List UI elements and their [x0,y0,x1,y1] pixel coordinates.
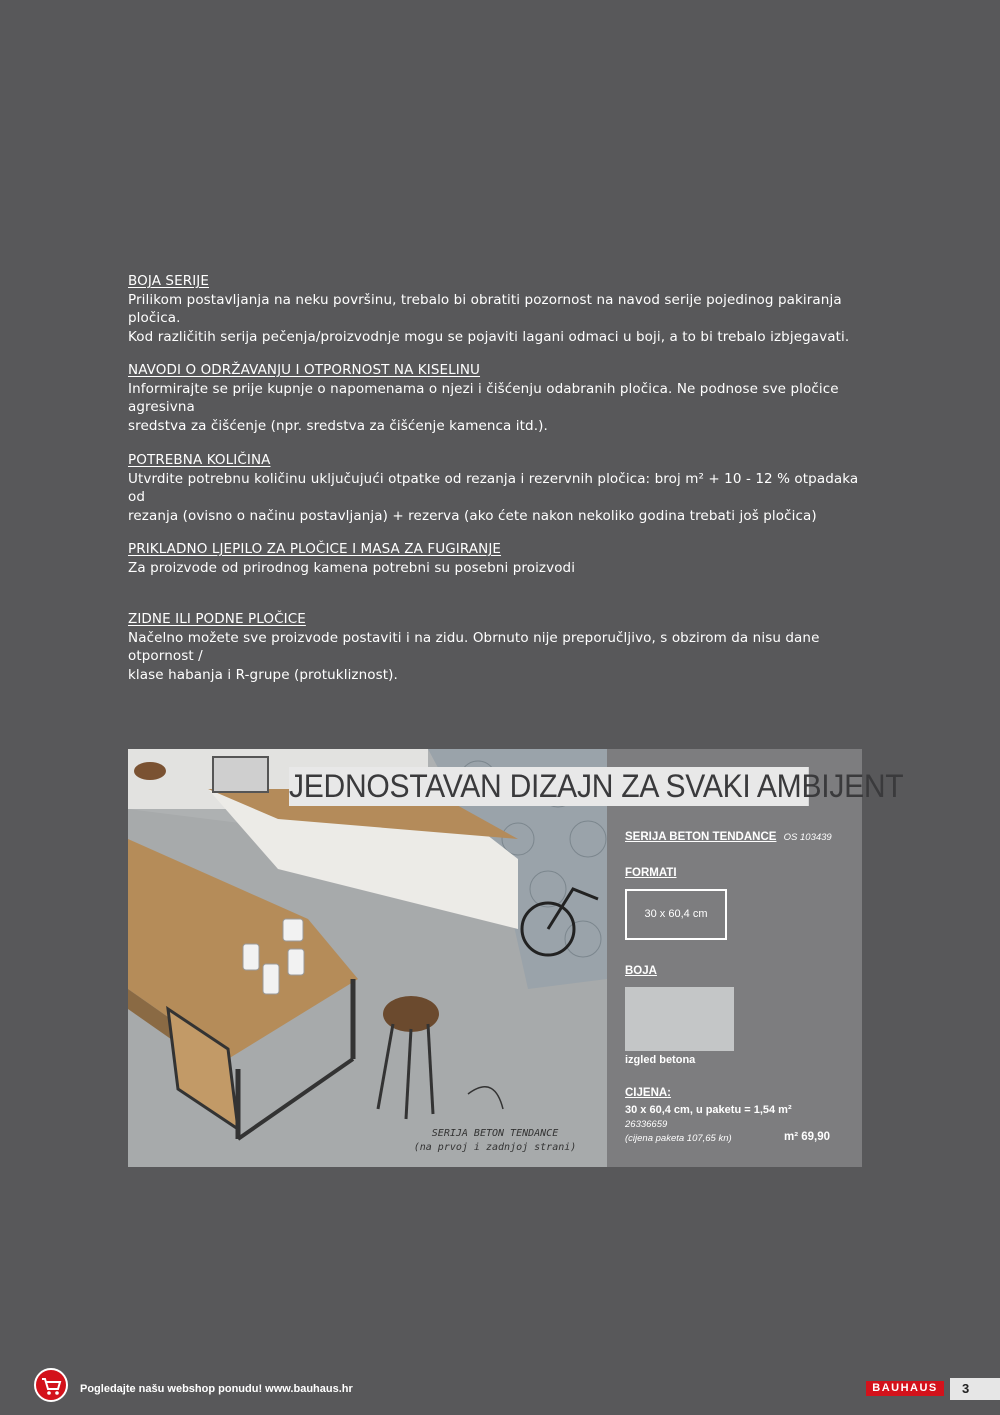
price-value [784,1131,830,1143]
price-unit: m² [784,1131,799,1143]
section-odrzavanje [128,361,868,435]
color-name: izgled betona [625,1054,696,1066]
section-text: rezanja (ovisno o načinu postavljanja) + rezerva (ako ćete nakon nekoliko godina trebati još pločica) [128,507,817,524]
color-swatch [625,987,734,1051]
section-heading: BOJA SERIJE [128,273,209,289]
formati-label: FORMATI [625,867,677,879]
section-zidne-podne [128,610,868,684]
section-heading: PRIKLADNO LJEPILO ZA PLOČICE I MASA ZA FUGIRANJE [128,541,502,557]
section-heading: NAVODI O ODRŽAVANJU I OTPORNOST NA KISELINU [128,362,481,378]
shopping-cart-icon[interactable] [34,1368,68,1402]
series-code: OS 103439 [783,832,832,843]
section-heading: ZIDNE ILI PODNE PLOČICE [128,611,306,627]
boja-label: BOJA [625,965,657,977]
article-number: 26336659 [625,1119,668,1130]
photo-caption-2: (na prvoj i zadnjoj strani) [413,1142,577,1153]
section-boja-serije [128,272,868,346]
product-panel [128,749,904,1167]
format-box: 30 x 60,4 cm [625,889,727,940]
page-number: 3 [950,1378,1000,1400]
cijena-label: CIJENA: [625,1087,672,1099]
section-text: sredstva za čišćenje (npr. sredstva za čišćenje kamenca itd.). [128,417,548,434]
section-text: Načelno možete sve proizvode postaviti i na zidu. Obrnuto nije preporučljivo, s obzirom da nisu dane otpornost / [128,629,820,664]
price-amount: 69,90 [801,1131,831,1143]
section-text: Za proizvode od prirodnog kamena potrebni su posebni proizvodi [128,559,576,576]
package-price: (cijena paketa 107,65 kn) [625,1133,732,1144]
bauhaus-logo: BAUHAUS [866,1381,944,1396]
section-heading: POTREBNA KOLIČINA [128,452,271,468]
price-line: 30 x 60,4 cm, u paketu = 1,54 m² [625,1104,792,1116]
section-text: Utvrdite potrebnu količinu uključujući otpatke od rezanja i rezervnih pločica: broj m² + 10 - 12 % otpadaka od [128,470,859,505]
series-name: SERIJA BETON TENDANCE [625,831,777,843]
section-ljepilo [128,540,868,577]
section-text: Informirajte se prije kupnje o napomenama o njezi i čišćenju odabranih pločica. Ne podnose sve pločice agresivna [128,380,839,415]
section-kolicina [128,451,868,525]
photo-caption-1: SERIJA BETON TENDANCE [431,1128,559,1139]
kitchen-photo [128,749,607,1167]
section-text: Kod različitih serija pečenja/proizvodnje mogu se pojaviti lagani odmaci u boji, a to bi trebalo izbjegavati. [128,328,850,345]
series-line [625,831,832,843]
section-text: klase habanja i R-grupe (protukliznost). [128,666,398,683]
section-text: Prilikom postavljanja na neku površinu, trebalo bi obratiti pozornost na navod serije pojedinog pakiranja pločica. [128,291,842,326]
webshop-link[interactable]: Pogledajte našu webshop ponudu! www.bauhaus.hr [80,1383,353,1395]
panel-headline: JEDNOSTAVAN DIZAJN ZA SVAKI AMBIJENT [289,768,904,804]
